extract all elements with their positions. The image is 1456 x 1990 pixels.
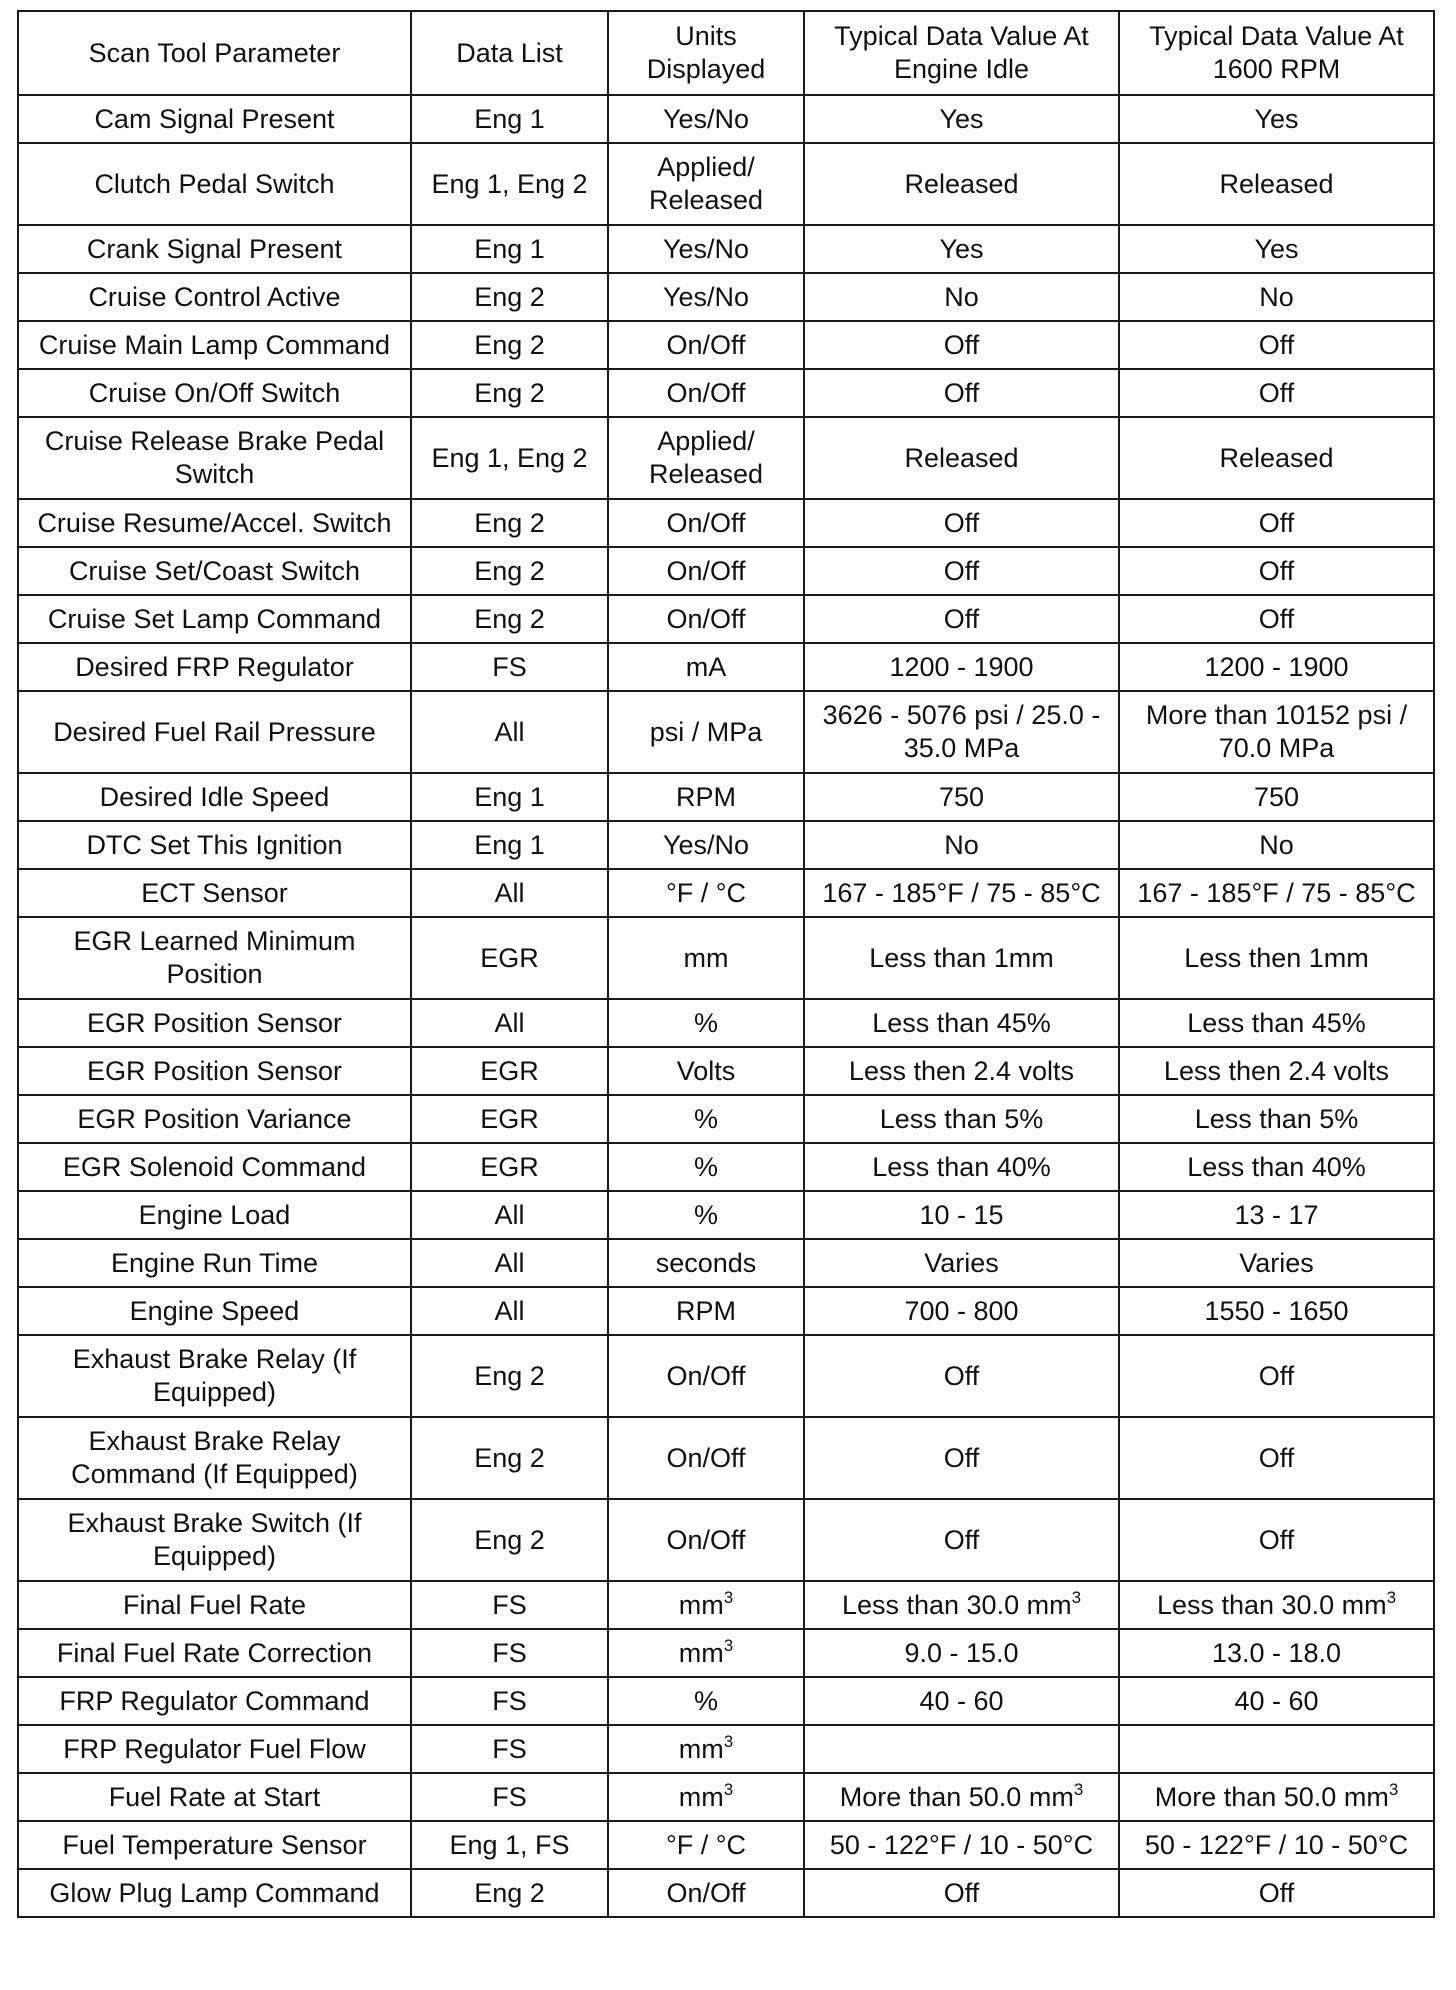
rpm1600-value-cell: Less than 40%	[1119, 1143, 1434, 1191]
idle-value-cell: Less than 1mm	[804, 917, 1119, 999]
rpm1600-value-cell: 40 - 60	[1119, 1677, 1434, 1725]
idle-value-cell: 167 - 185°F / 75 - 85°C	[804, 869, 1119, 917]
param-cell: DTC Set This Ignition	[18, 821, 411, 869]
idle-value-cell: Less than 5%	[804, 1095, 1119, 1143]
param-cell: Desired Fuel Rail Pressure	[18, 691, 411, 773]
data-list-cell: EGR	[411, 1143, 608, 1191]
param-cell: Final Fuel Rate Correction	[18, 1629, 411, 1677]
rpm1600-value-cell: 750	[1119, 773, 1434, 821]
units-cell: On/Off	[608, 1499, 804, 1581]
table-row	[18, 1773, 1434, 1821]
param-cell: Fuel Temperature Sensor	[18, 1821, 411, 1869]
param-cell: Cruise Control Active	[18, 273, 411, 321]
rpm1600-value-cell: Released	[1119, 417, 1434, 499]
param-cell: Desired Idle Speed	[18, 773, 411, 821]
idle-value-cell: 1200 - 1900	[804, 643, 1119, 691]
table-row	[18, 691, 1434, 773]
table-row	[18, 369, 1434, 417]
data-list-cell: Eng 2	[411, 1335, 608, 1417]
table-row	[18, 1821, 1434, 1869]
data-list-cell: FS	[411, 1581, 608, 1629]
data-list-cell: All	[411, 1239, 608, 1287]
units-cell: On/Off	[608, 1417, 804, 1499]
table-row	[18, 999, 1434, 1047]
header-data-list: Data List	[411, 11, 608, 95]
units-cell: Applied/ Released	[608, 417, 804, 499]
idle-value-cell: Off	[804, 1335, 1119, 1417]
table-row	[18, 273, 1434, 321]
data-list-cell: Eng 2	[411, 369, 608, 417]
table-row	[18, 1581, 1434, 1629]
units-cell: °F / °C	[608, 1821, 804, 1869]
rpm1600-value-cell: 167 - 185°F / 75 - 85°C	[1119, 869, 1434, 917]
param-cell: Final Fuel Rate	[18, 1581, 411, 1629]
rpm1600-value-cell: More than 10152 psi / 70.0 MPa	[1119, 691, 1434, 773]
units-cell: Volts	[608, 1047, 804, 1095]
units-cell: seconds	[608, 1239, 804, 1287]
units-cell: %	[608, 1143, 804, 1191]
idle-value-cell: 40 - 60	[804, 1677, 1119, 1725]
rpm1600-value-cell: Yes	[1119, 95, 1434, 143]
rpm1600-value-cell: Off	[1119, 1417, 1434, 1499]
param-cell: Engine Load	[18, 1191, 411, 1239]
rpm1600-value-cell: Varies	[1119, 1239, 1434, 1287]
table-row	[18, 95, 1434, 143]
units-cell: $mm^3$	[608, 1725, 804, 1773]
param-cell: Desired FRP Regulator	[18, 643, 411, 691]
table-row	[18, 1499, 1434, 1581]
units-cell: On/Off	[608, 547, 804, 595]
param-cell: Exhaust Brake Switch (If Equipped)	[18, 1499, 411, 1581]
idle-value-cell: Off	[804, 369, 1119, 417]
table-row	[18, 1417, 1434, 1499]
data-list-cell: FS	[411, 1629, 608, 1677]
data-list-cell: All	[411, 691, 608, 773]
param-cell: EGR Position Variance	[18, 1095, 411, 1143]
idle-value-cell: 750	[804, 773, 1119, 821]
data-list-cell: Eng 2	[411, 321, 608, 369]
param-cell: Cruise Resume/Accel. Switch	[18, 499, 411, 547]
param-cell: FRP Regulator Fuel Flow	[18, 1725, 411, 1773]
rpm1600-value-cell: Less than 45%	[1119, 999, 1434, 1047]
param-cell: Crank Signal Present	[18, 225, 411, 273]
table-row	[18, 1143, 1434, 1191]
table-row	[18, 321, 1434, 369]
data-list-cell: EGR	[411, 1047, 608, 1095]
idle-value-cell: Yes	[804, 95, 1119, 143]
rpm1600-value-cell: Less then 1mm	[1119, 917, 1434, 999]
data-list-cell: All	[411, 999, 608, 1047]
units-cell: Yes/No	[608, 225, 804, 273]
data-list-cell: Eng 2	[411, 1417, 608, 1499]
table-row	[18, 869, 1434, 917]
units-cell: %	[608, 1095, 804, 1143]
units-cell: Yes/No	[608, 95, 804, 143]
table-row	[18, 821, 1434, 869]
table-row	[18, 143, 1434, 225]
table-row	[18, 1725, 1434, 1773]
idle-value-cell: 3626 - 5076 psi / 25.0 - 35.0 MPa	[804, 691, 1119, 773]
idle-value-cell	[804, 1725, 1119, 1773]
idle-value-cell: Less than 45%	[804, 999, 1119, 1047]
idle-value-cell: 10 - 15	[804, 1191, 1119, 1239]
param-cell: Cruise Release Brake Pedal Switch	[18, 417, 411, 499]
table-row	[18, 1629, 1434, 1677]
data-list-cell: FS	[411, 1725, 608, 1773]
units-cell: psi / MPa	[608, 691, 804, 773]
table-row	[18, 1047, 1434, 1095]
units-cell: On/Off	[608, 1335, 804, 1417]
param-cell: Cruise Main Lamp Command	[18, 321, 411, 369]
param-cell: EGR Learned Minimum Position	[18, 917, 411, 999]
idle-value-cell: No	[804, 273, 1119, 321]
table-row	[18, 547, 1434, 595]
rpm1600-value-cell	[1119, 1725, 1434, 1773]
data-list-cell: FS	[411, 1677, 608, 1725]
data-list-cell: All	[411, 1287, 608, 1335]
table-row	[18, 595, 1434, 643]
data-list-cell: Eng 2	[411, 1499, 608, 1581]
param-cell: Clutch Pedal Switch	[18, 143, 411, 225]
data-list-cell: Eng 1, FS	[411, 1821, 608, 1869]
idle-value-cell: No	[804, 821, 1119, 869]
table-row	[18, 417, 1434, 499]
rpm1600-value-cell: 1200 - 1900	[1119, 643, 1434, 691]
rpm1600-value-cell: Yes	[1119, 225, 1434, 273]
param-cell: Cruise On/Off Switch	[18, 369, 411, 417]
table-row	[18, 1335, 1434, 1417]
rpm1600-value-cell: 13 - 17	[1119, 1191, 1434, 1239]
table-row	[18, 643, 1434, 691]
data-list-cell: Eng 1, Eng 2	[411, 143, 608, 225]
header-value-1600-rpm: Typical Data Value At 1600 RPM	[1119, 11, 1434, 95]
param-cell: Cam Signal Present	[18, 95, 411, 143]
data-list-cell: Eng 1	[411, 95, 608, 143]
idle-value-cell: 9.0 - 15.0	[804, 1629, 1119, 1677]
data-list-cell: Eng 2	[411, 273, 608, 321]
idle-value-cell: Yes	[804, 225, 1119, 273]
units-cell: On/Off	[608, 1869, 804, 1917]
units-cell: mA	[608, 643, 804, 691]
rpm1600-value-cell: Off	[1119, 1869, 1434, 1917]
units-cell: %	[608, 1677, 804, 1725]
idle-value-cell: Off	[804, 1869, 1119, 1917]
idle-value-cell: Less than 40%	[804, 1143, 1119, 1191]
units-cell: %	[608, 999, 804, 1047]
rpm1600-value-cell: Off	[1119, 369, 1434, 417]
param-cell: Fuel Rate at Start	[18, 1773, 411, 1821]
idle-value-cell: Off	[804, 321, 1119, 369]
table-row	[18, 917, 1434, 999]
units-cell: $mm^3$	[608, 1629, 804, 1677]
idle-value-cell: Released	[804, 417, 1119, 499]
units-cell: RPM	[608, 1287, 804, 1335]
rpm1600-value-cell: Released	[1119, 143, 1434, 225]
param-cell: EGR Position Sensor	[18, 1047, 411, 1095]
data-list-cell: All	[411, 1191, 608, 1239]
table-row	[18, 1869, 1434, 1917]
units-cell: RPM	[608, 773, 804, 821]
table-row	[18, 1287, 1434, 1335]
idle-value-cell: Off	[804, 1417, 1119, 1499]
param-cell: Cruise Set/Coast Switch	[18, 547, 411, 595]
data-list-cell: EGR	[411, 917, 608, 999]
param-cell: EGR Position Sensor	[18, 999, 411, 1047]
rpm1600-value-cell: Off	[1119, 499, 1434, 547]
data-list-cell: Eng 2	[411, 499, 608, 547]
idle-value-cell: Varies	[804, 1239, 1119, 1287]
param-cell: FRP Regulator Command	[18, 1677, 411, 1725]
idle-value-cell: Released	[804, 143, 1119, 225]
idle-value-cell: 50 - 122°F / 10 - 50°C	[804, 1821, 1119, 1869]
data-list-cell: Eng 1	[411, 773, 608, 821]
param-cell: Engine Speed	[18, 1287, 411, 1335]
rpm1600-value-cell: Off	[1119, 1499, 1434, 1581]
param-cell: ECT Sensor	[18, 869, 411, 917]
units-cell: %	[608, 1191, 804, 1239]
units-cell: $mm^3$	[608, 1581, 804, 1629]
table-row	[18, 225, 1434, 273]
idle-value-cell: Less then 2.4 volts	[804, 1047, 1119, 1095]
data-list-cell: Eng 1, Eng 2	[411, 417, 608, 499]
rpm1600-value-cell: More than 50.0 $mm^3$	[1119, 1773, 1434, 1821]
units-cell: $mm^3$	[608, 1773, 804, 1821]
table-row	[18, 1677, 1434, 1725]
data-list-cell: Eng 2	[411, 595, 608, 643]
rpm1600-value-cell: Off	[1119, 595, 1434, 643]
rpm1600-value-cell: Off	[1119, 321, 1434, 369]
rpm1600-value-cell: Off	[1119, 1335, 1434, 1417]
header-scan-tool-parameter: Scan Tool Parameter	[18, 11, 411, 95]
rpm1600-value-cell: Off	[1119, 547, 1434, 595]
rpm1600-value-cell: No	[1119, 821, 1434, 869]
header-row	[18, 11, 1434, 95]
units-cell: On/Off	[608, 499, 804, 547]
data-list-cell: Eng 1	[411, 821, 608, 869]
header-units-displayed: Units Displayed	[608, 11, 804, 95]
units-cell: mm	[608, 917, 804, 999]
param-cell: Glow Plug Lamp Command	[18, 1869, 411, 1917]
param-cell: Engine Run Time	[18, 1239, 411, 1287]
data-list-cell: Eng 2	[411, 1869, 608, 1917]
units-cell: Yes/No	[608, 273, 804, 321]
rpm1600-value-cell: Less than 30.0 $mm^3$	[1119, 1581, 1434, 1629]
idle-value-cell: Off	[804, 547, 1119, 595]
scan-tool-data-table	[17, 10, 1435, 1918]
param-cell: Cruise Set Lamp Command	[18, 595, 411, 643]
data-list-cell: EGR	[411, 1095, 608, 1143]
table-row	[18, 1239, 1434, 1287]
table-row	[18, 499, 1434, 547]
param-cell: Exhaust Brake Relay (If Equipped)	[18, 1335, 411, 1417]
idle-value-cell: 700 - 800	[804, 1287, 1119, 1335]
idle-value-cell: Off	[804, 499, 1119, 547]
table-row	[18, 1191, 1434, 1239]
units-cell: Applied/ Released	[608, 143, 804, 225]
data-list-cell: FS	[411, 1773, 608, 1821]
param-cell: Exhaust Brake Relay Command (If Equipped)	[18, 1417, 411, 1499]
rpm1600-value-cell: 13.0 - 18.0	[1119, 1629, 1434, 1677]
units-cell: On/Off	[608, 321, 804, 369]
idle-value-cell: Less than 30.0 $mm^3$	[804, 1581, 1119, 1629]
units-cell: On/Off	[608, 595, 804, 643]
header-value-engine-idle: Typical Data Value At Engine Idle	[804, 11, 1119, 95]
param-cell: EGR Solenoid Command	[18, 1143, 411, 1191]
idle-value-cell: Off	[804, 595, 1119, 643]
data-list-cell: Eng 1	[411, 225, 608, 273]
rpm1600-value-cell: Less then 2.4 volts	[1119, 1047, 1434, 1095]
idle-value-cell: Off	[804, 1499, 1119, 1581]
data-list-cell: All	[411, 869, 608, 917]
table-row	[18, 1095, 1434, 1143]
units-cell: Yes/No	[608, 821, 804, 869]
rpm1600-value-cell: 1550 - 1650	[1119, 1287, 1434, 1335]
units-cell: °F / °C	[608, 869, 804, 917]
table-row	[18, 773, 1434, 821]
rpm1600-value-cell: Less than 5%	[1119, 1095, 1434, 1143]
rpm1600-value-cell: 50 - 122°F / 10 - 50°C	[1119, 1821, 1434, 1869]
data-list-cell: Eng 2	[411, 547, 608, 595]
idle-value-cell: More than 50.0 $mm^3$	[804, 1773, 1119, 1821]
units-cell: On/Off	[608, 369, 804, 417]
rpm1600-value-cell: No	[1119, 273, 1434, 321]
data-list-cell: FS	[411, 643, 608, 691]
